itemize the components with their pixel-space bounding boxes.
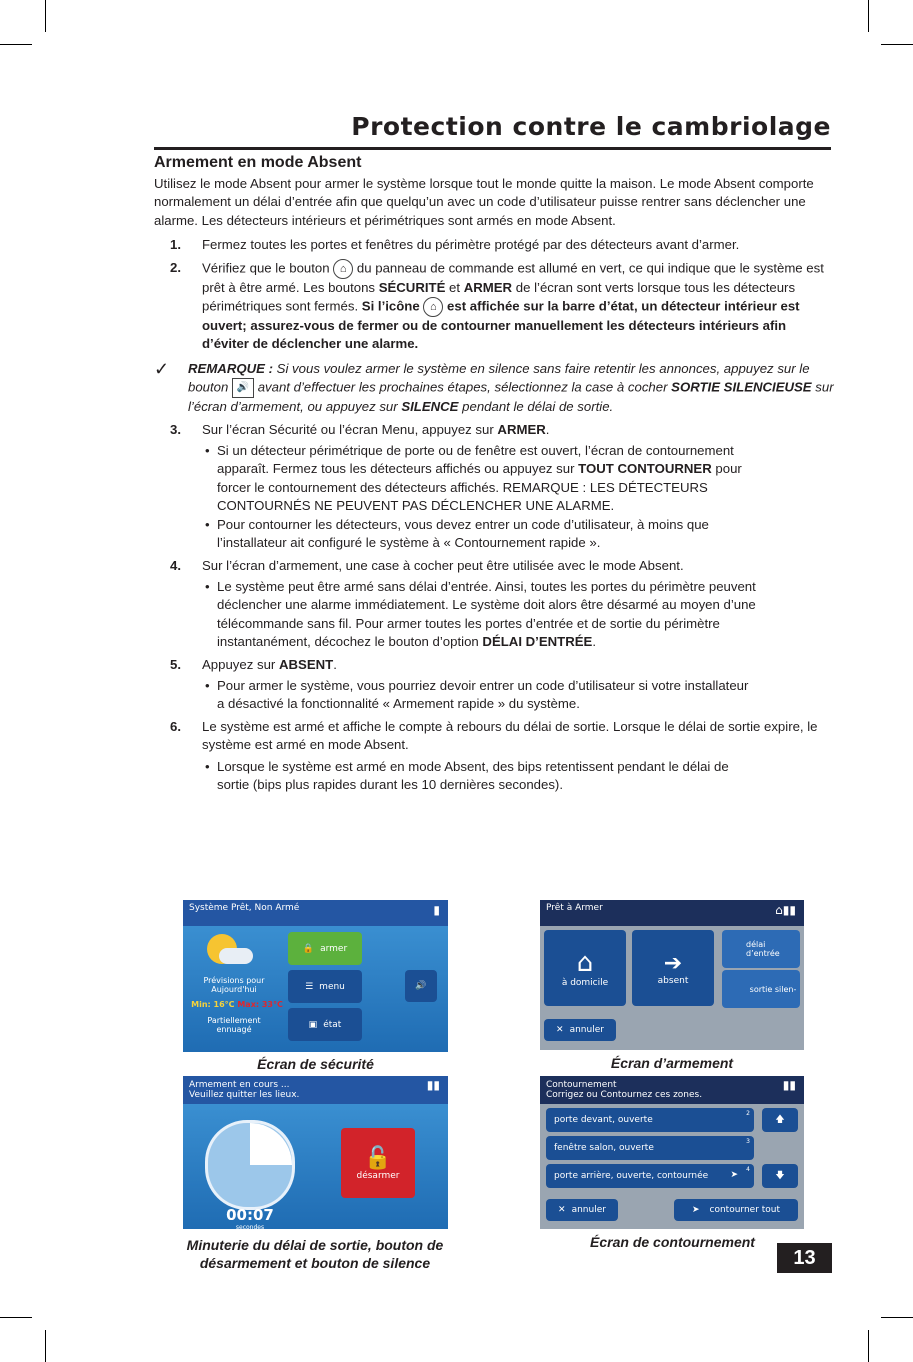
page-title: Protection contre le cambriolage [351,112,831,141]
cloud-shape [219,948,253,964]
weather-label: Partiellement ennuagé [207,1016,261,1034]
step-bold-text: Si l’icône [361,298,420,314]
status-icon: ▣ [308,1019,318,1030]
page-number: 13 [777,1243,832,1273]
status-text: Prêt à Armer [546,903,603,913]
forecast-label: Prévisions pour Aujourd'hui [203,976,265,994]
desarmer-button[interactable] [341,1128,415,1198]
status-bar [183,900,448,926]
step-text: . [333,656,337,672]
bullet-text: Le système peut être armé sans délai d’entrée. Ainsi, toutes les portes du périmètre peuvent déclencher une alarme immédiatement. Le système doit alors être désarmé au moyen d’une télécommande sans fil. Pour armer toutes les portes d’entrée et de sortie du périmètre instantanément, décochez le bouton d’option [217,578,756,650]
checkmark-icon: ✓ [154,358,170,379]
contourner-tout-button[interactable] [674,1199,798,1221]
scroll-up-button[interactable] [762,1108,798,1132]
countdown-unit: secondes [235,1224,265,1229]
step-text: . [545,421,550,437]
close-icon: ✕ [558,1205,566,1215]
main-content [154,153,834,794]
button-label: contourner tout [709,1205,781,1215]
step-2 [154,259,834,354]
zone-label: porte arrière, ouverte, contournée [554,1171,709,1181]
step-number: 1. [170,237,181,253]
zone-number: 4 [746,1166,750,1173]
note-text: pendant le délai de sortie. [462,399,614,415]
crop-mark [0,1317,32,1318]
zone-number: 3 [746,1138,750,1145]
screen-body [540,926,804,1050]
absent-button[interactable] [632,930,714,1006]
sortie-keyword: SORTIE SILENCIEUSE [671,379,812,395]
crop-mark [881,44,913,45]
status-bar [183,1076,448,1104]
timer-wedge [250,1123,292,1165]
button-label: armer [320,943,348,954]
step-4 [154,557,834,575]
button-label: absent [657,975,689,986]
list-item [202,516,757,553]
step-number: 3. [170,421,181,437]
step-text: du panneau de commande est allumé en vert, ce qui indique que le système est prêt à être armé. Les boutons [202,260,824,295]
bullet-text: Pour armer le système, vous pourriez devoir entrer un code d’utilisateur si votre installateur a désactivé la fonctionnalité « Armement rapide » du système. [217,677,749,712]
armer-button[interactable] [288,932,362,965]
bullet-text: Pour contourner les détecteurs, vous devez entrer un code d’utilisateur, à moins que l’installateur ait configuré le système à « Contournement rapide ». [217,516,709,551]
zone-row[interactable] [546,1108,754,1132]
crop-mark [45,0,46,32]
zone-row[interactable] [546,1164,754,1188]
list-item [202,578,757,652]
bullet-text: pour forcer le contournement des détecteurs affichés. REMARQUE : LES DÉTECTEURS CONTOURNÉS NE PEUVENT PAS DÉCLENCHER UNE ALARME. [217,461,742,514]
button-label: état [323,1019,342,1030]
status-bar [540,900,804,926]
step-number: 6. [170,718,181,734]
step-6 [154,718,834,755]
securite-keyword: SÉCURITÉ [378,279,446,295]
arming-caption: Écran d’armement [610,1055,734,1071]
step-5-bullets [154,677,834,714]
security-screen [183,900,448,1052]
status-text: Veuillez quitter les lieux. [189,1090,300,1100]
step-6-bullets [154,758,834,795]
sortie-silencieuse-checkbox[interactable] [722,970,800,1008]
step-text: de l’écran sont verts lorsque tous les détecteurs périmétriques sont fermés. [202,279,796,314]
button-label: désarmer [356,1170,400,1181]
bypass-caption: Écran de contournement [590,1234,755,1250]
crop-mark [881,1317,913,1318]
security-caption: Écran de sécurité [257,1056,374,1072]
status-text: Contournement [546,1080,617,1090]
leave-home-icon: ➔ [663,950,683,976]
etat-button[interactable] [288,1008,362,1041]
bypass-icon: ➤ [691,1205,700,1215]
min-temp: Min: 16°C [191,1000,235,1009]
arrow-down-icon: 🡇 [775,1171,785,1181]
step-text: et [449,279,461,295]
zone-label: fenêtre salon, ouverte [554,1143,654,1153]
step-bold-text: est affichée sur la barre d’état, un détecteur intérieur est ouvert; assurez-vous de fermer ou de contourner manuellement les détecteurs intérieurs afin d’éviter de déclencher une alarme. [202,298,800,352]
max-temp: Max: 33°C [237,1000,283,1009]
status-text: Corrigez ou Contournez ces zones. [546,1090,703,1100]
arrow-up-icon: 🡅 [775,1115,785,1125]
step-text: Sur l’écran d’armement, une case à cocher peut être utilisée avec le mode Absent. [202,557,684,573]
bullet-text: . [592,634,596,650]
screen-body [183,926,448,1052]
bullet-text: Si un détecteur périmétrique de porte ou de fenêtre est ouvert, l’écran de contournement apparaît. Fermez tous les détecteurs affichés ou appuyez sur [217,443,734,477]
step-text: Sur l’écran Sécurité ou l’écran Menu, appuyez sur [202,421,494,437]
step-text: Fermez toutes les portes et fenêtres du périmètre protégé par des détecteurs avant d’armer. [202,237,740,253]
zone-row[interactable] [546,1136,754,1160]
button-label: menu [319,981,345,992]
scroll-down-button[interactable] [762,1164,798,1188]
button-label: annuler [569,1025,604,1035]
step-3 [154,421,834,439]
crop-mark [45,1330,46,1362]
button-label: à domicile [561,978,609,988]
annuler-button[interactable] [544,1019,616,1041]
countdown-time: 00:07 [226,1206,274,1224]
intro-paragraph: Utilisez le mode Absent pour armer le système lorsque tout le monde quitte la maison. Le mode Absent comporte normalement un délai d’entrée afin que quelqu’un avec un code d’utilisateur puisse rentrer sans déclencher une alarme. Les détecteurs intérieurs et périmétriques sont armés en mode Absent. [154,176,814,228]
armer-keyword: ARMER [463,279,513,295]
speaker-button[interactable] [405,970,437,1002]
step-number: 2. [170,259,181,275]
button-label: délai d’entrée [746,940,780,958]
zone-label: porte devant, ouverte [554,1115,653,1125]
speaker-icon: 🔊 [415,981,427,991]
countdown-screen [183,1076,448,1229]
section-heading: Armement en mode Absent [154,154,362,171]
crop-mark [868,0,869,32]
unlock-icon: 🔓 [364,1145,392,1171]
speaker-icon: 🔊 [232,378,254,398]
crop-mark [0,44,32,45]
crop-mark [868,1330,869,1362]
plug-icon: ⌂▮▮ [775,903,796,917]
delai-entree-checkbox[interactable] [722,930,800,968]
temp-range [187,1000,287,1009]
step-text: Vérifiez que le bouton [202,260,330,276]
step-1 [154,236,834,254]
plug-icon: ▮▮ [426,1078,440,1092]
step-5 [154,656,834,674]
silence-keyword: SILENCE [401,399,459,415]
interior-sensor-icon: ⌂ [423,297,443,317]
close-icon: ✕ [556,1025,564,1035]
list-item [202,442,757,516]
note-text: avant d’effectuer les prochaines étapes, sélectionnez la case à cocher [257,379,668,395]
button-label: annuler [571,1205,606,1215]
note-text: sur l’écran d’armement, ou appuyez sur [188,379,834,415]
zone-number: 2 [746,1110,750,1117]
note-label: REMARQUE : [188,360,273,376]
delai-entree-keyword: DÉLAI D’ENTRÉE [482,634,593,650]
lock-icon: 🔒 [302,943,315,954]
step-text: Appuyez sur [202,656,276,672]
status-bar [540,1076,804,1104]
plug-icon: ▮▮ [782,1078,796,1092]
bypass-icon: ➤ [730,1170,738,1180]
menu-icon: ☰ [305,981,314,992]
note [154,360,834,417]
step-4-bullets [154,578,834,652]
bypass-screen [540,1076,804,1229]
annuler-button[interactable] [546,1199,618,1221]
button-label: sortie silen- [749,984,797,994]
list-item [202,677,757,714]
status-text: Système Prêt, Non Armé [189,903,300,913]
screen-body [183,1104,448,1229]
domicile-button[interactable] [544,930,626,1006]
status-text: Armement en cours ... [189,1080,290,1090]
screen-body [540,1104,804,1229]
list-item [202,758,757,795]
step-text: Le système est armé et affiche le compte à rebours du délai de sortie. Lorsque le délai de sortie expire, le système est armé en mode Absent. [202,718,818,753]
absent-keyword: ABSENT [278,656,334,672]
menu-button[interactable] [288,970,362,1003]
title-rule [154,147,831,150]
armer-keyword: ARMER [497,421,546,437]
step-number: 5. [170,656,181,672]
note-text: Si vous voulez armer le système en silence sans faire retentir les annonces, appuyez sur le bouton [188,360,810,395]
home-icon: ⌂ [576,948,594,978]
countdown-caption: Minuterie du délai de sortie, bouton de désarmement et bouton de silence [186,1237,444,1271]
arming-screen [540,900,804,1050]
step-number: 4. [170,557,181,573]
plug-icon: ▮ [433,903,440,917]
step-3-bullets [154,442,834,552]
bullet-text: Lorsque le système est armé en mode Absent, des bips retentissent pendant le délai de sortie (bips plus rapides durant les 10 dernières secondes). [217,758,729,792]
tout-contourner-keyword: TOUT CONTOURNER [578,461,712,477]
home-button-icon: ⌂ [333,259,353,279]
